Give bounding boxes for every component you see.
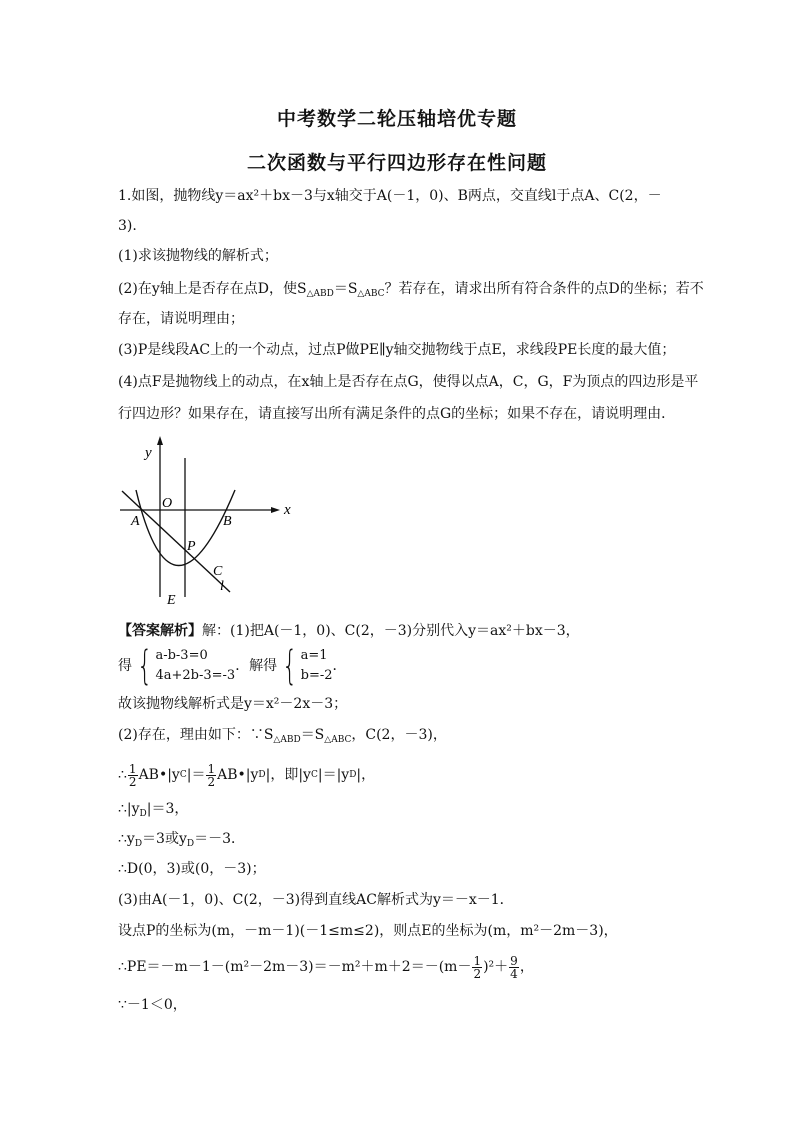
fraction-nine-quarters: $\frac{9}{4}$ <box>510 953 518 981</box>
parabola-figure <box>112 432 302 612</box>
answer-line-10: 设点P的坐标为(m，－m－1)(－1≤m≤2)，则点E的坐标为(m，m²－2m－3)， <box>118 923 618 939</box>
question-4-line-2: 行四边形？如果存在，请直接写出所有满足条件的点G的坐标；如果不存在，请说明理由． <box>118 406 676 422</box>
label-P: P <box>187 539 196 554</box>
problem-line-1: 1.如图，抛物线y＝ax²＋bx－3与x轴交于A(－1，0)、B两点，交直线l于点A、C(2，－ <box>118 188 662 204</box>
question-3: (3)P是线段AC上的一个动点，过点P做PE∥y轴交抛物线于点E，求线段PE长度的最大值； <box>118 342 676 358</box>
problem-line-2: 3). <box>118 218 137 234</box>
answer-line-2: 得 { a-b-3=0 4a+2b-3=-3 ．解得 { a=1 b=-2 ． <box>118 643 347 689</box>
question-1: (1)求该抛物线的解析式； <box>118 248 278 264</box>
answer-line-11: ∴PE＝－m－1－(m²－2m－3)＝－m²＋m＋2＝－(m－ $\frac{1}{2}$ )²＋ $\frac{9}{4}$ ， <box>118 953 534 981</box>
label-C: C <box>213 564 223 579</box>
answer-line-1: 【答案解析】解：(1)把A(－1，0)、C(2，－3)分别代入y＝ax²＋bx－3， <box>118 623 580 639</box>
label-B: B <box>223 514 232 529</box>
answer-line-8: ∴D(0，3)或(0，－3)； <box>118 861 266 877</box>
label-l: l <box>220 579 224 594</box>
doc-title: 中考数学二轮压轴培优专题 <box>276 108 517 130</box>
answer-line-3: 故该抛物线解析式是y＝x²－2x－3； <box>118 696 348 712</box>
answer-line-9: (3)由A(－1，0)、C(2，－3)得到直线AC解析式为y＝－x－1． <box>118 892 514 908</box>
label-E: E <box>167 593 176 608</box>
doc-subtitle: 二次函数与平行四边形存在性问题 <box>246 152 547 174</box>
answer-line-12: ∵－1＜0， <box>118 997 187 1013</box>
answer-line-5: ∴ $\frac{1}{2}$ AB•|y C |＝ $\frac{1}{2}$ AB•|y D |，即|y C |＝|y D |， <box>118 761 376 789</box>
question-2-line-1: (2)在y轴上是否存在点D，使$S_{\triangle ABD}=S_{\triangle ABC}$？若存在，请求出所有符合条件的点D的坐标；若不 <box>118 281 704 299</box>
label-y: y <box>145 445 152 461</box>
fraction-half: $\frac{1}{2}$ <box>207 761 216 789</box>
equation-system-2: { a=1 b=-2 <box>282 643 333 689</box>
equation-system-1: { a-b-3=0 4a+2b-3=-3 <box>137 643 236 689</box>
answer-line-4: (2)存在，理由如下：$\because S_{\triangle ABD}=S_{\triangle ABC}$，C(2，－3)， <box>118 727 447 745</box>
label-x: x <box>284 502 291 518</box>
answer-heading: 【答案解析】 <box>118 623 202 639</box>
fraction-half: $\frac{1}{2}$ <box>128 761 137 789</box>
label-O: O <box>162 496 173 511</box>
question-2-line-2: 存在，请说明理由； <box>118 311 244 327</box>
question-4-line-1: (4)点F是抛物线上的动点，在x轴上是否存在点G，使得以点A，C，G，F为顶点的四边形是平 <box>118 374 699 390</box>
fraction-one-half: $\frac{1}{2}$ <box>473 953 482 981</box>
label-A: A <box>131 514 140 529</box>
answer-line-6: $\therefore|y_D|=3$， <box>118 801 189 819</box>
answer-line-7: $\therefore y_D=3$或$y_D=-3$． <box>118 831 246 849</box>
